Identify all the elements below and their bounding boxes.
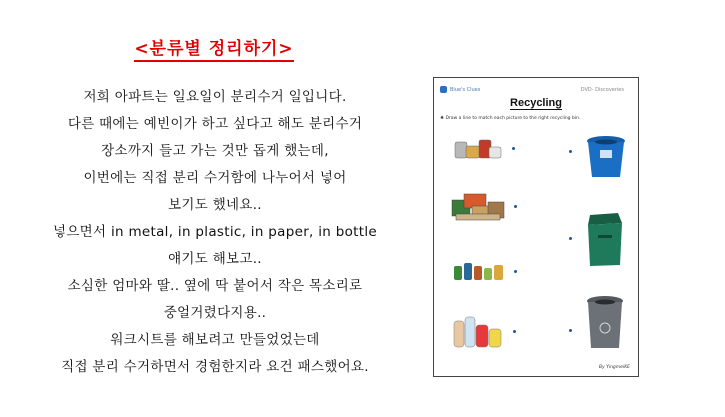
bottles-icon xyxy=(452,260,506,282)
text-line: 워크시트를 해보려고 만들었었는데 xyxy=(110,332,320,348)
gray-recycling-bin-icon xyxy=(585,294,625,352)
worksheet-header xyxy=(440,86,632,96)
body-text xyxy=(0,84,430,381)
text-line: 저희 아파트는 일요일이 분리수거 일입니다. xyxy=(83,89,347,105)
worksheet-credit: By YingmeiKE xyxy=(598,365,630,370)
cans-icon xyxy=(452,134,504,164)
worksheet-title-text: Recycling xyxy=(510,97,562,109)
plastics-icon xyxy=(450,311,506,351)
text-line: 보기도 했네요.. xyxy=(168,197,262,213)
text-line: 중얼거렸다지용.. xyxy=(163,305,267,321)
text-line: 이번에는 직접 분리 수거함에 나누어서 넣어 xyxy=(83,170,347,186)
match-dot xyxy=(569,329,572,332)
text-line: 다른 때에는 예빈이가 하고 싶다고 해도 분리수거 xyxy=(67,116,363,132)
paper-icon xyxy=(450,190,508,224)
worksheet-series: DVD- Discoveries xyxy=(580,87,624,93)
match-dot xyxy=(514,205,517,208)
text-line: 넣으면서 in metal, in plastic, in paper, in bottle xyxy=(53,224,377,240)
match-dot xyxy=(514,270,517,273)
text-line: 얘기도 해보고.. xyxy=(168,251,262,267)
recycling-worksheet-image xyxy=(433,77,639,377)
match-dot xyxy=(569,237,572,240)
match-dot xyxy=(513,330,516,333)
match-dot xyxy=(569,150,572,153)
worksheet-instruction: ♣ Draw a line to match each picture to the right recycling bin. xyxy=(440,116,581,121)
green-recycling-bin-icon xyxy=(584,211,626,269)
paw-icon xyxy=(440,86,447,93)
page-title xyxy=(0,34,428,59)
text-line: 소심한 엄마와 딸.. 옆에 딱 붙어서 작은 목소리로 xyxy=(67,278,363,294)
worksheet-title xyxy=(434,97,638,109)
logo-text: Blue's Clues xyxy=(450,87,481,93)
match-dot xyxy=(512,147,515,150)
page-title-text: <분류별 정리하기> xyxy=(134,39,293,62)
blue-recycling-bin-icon xyxy=(584,134,628,180)
text-line: 직접 분리 수거하면서 경험한지라 요건 패스했어요. xyxy=(61,359,369,375)
worksheet-logo xyxy=(440,86,480,93)
worksheet-instruction-text: Draw a line to match each picture to the right recycling bin. xyxy=(445,116,581,121)
text-line: 장소까지 들고 가는 것만 돕게 했는데, xyxy=(101,143,329,159)
